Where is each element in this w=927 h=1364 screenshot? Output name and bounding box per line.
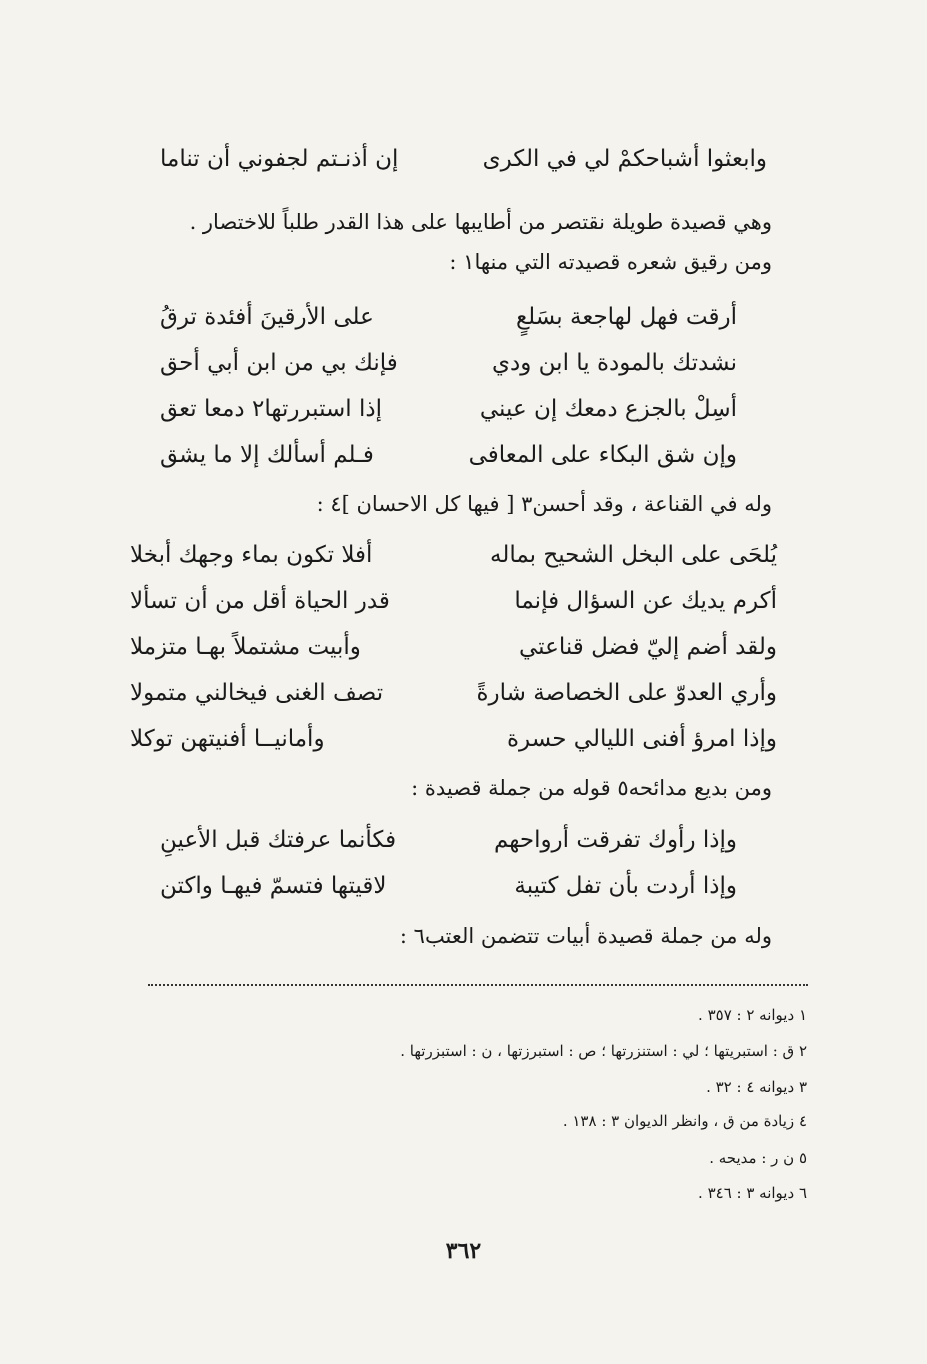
poem-1-line-4-first: وإن شق البكاء على المعافى bbox=[468, 442, 737, 468]
poem-1-line-4-second: فـلم أسألك إلا ما يشق bbox=[160, 442, 374, 468]
prose-line-3: وله في القناعة ، وقد أحسن٣ [ فيها كل الاحسان ]٤ : bbox=[316, 492, 772, 516]
poem-2-line-3-second: وأبيت مشتملاً بهـا متزملا bbox=[130, 634, 361, 660]
poem-2-line-5-second: وأمانيــا أفنيتهن توكلا bbox=[130, 726, 325, 752]
poem-2-line-1-second: أفلا تكون بماء وجهك أبخلا bbox=[130, 542, 373, 568]
poem-2-line-1-first: يُلحَى على البخل الشحيح بماله bbox=[490, 542, 777, 568]
poem-1-line-1-first: أرقت فهل لهاجعة بسَلعٍ bbox=[515, 304, 737, 330]
footnote-separator bbox=[148, 984, 808, 986]
poem-3-line-1-second: فكأنما عرفتك قبل الأعينِ bbox=[160, 827, 397, 853]
poem-2-line-3-first: ولقد أضم إليّ فضل قناعتي bbox=[519, 634, 777, 660]
footnote-4: ٤ زيادة من ق ، وانظر الديوان ٣ : ١٣٨ . bbox=[562, 1112, 807, 1130]
footnote-5: ٥ ن ر : مديحه . bbox=[709, 1149, 807, 1167]
poem-2-line-4-second: تصف الغنى فيخالني متمولا bbox=[130, 680, 384, 706]
prose-line-2: ومن رقيق شعره قصيدته التي منها١ : bbox=[449, 250, 772, 274]
poem-3-line-2-second: لاقيتها فتسمّ فيهـا واكتن bbox=[160, 873, 387, 899]
verse-1-second-hemistich: إن أذنـتم لجفوني أن تناما bbox=[160, 146, 399, 172]
footnote-1: ١ ديوانه ٢ : ٣٥٧ . bbox=[698, 1006, 807, 1024]
prose-line-1: وهي قصيدة طويلة نقتصر من أطايبها على هذا القدر طلباً للاختصار . bbox=[189, 210, 772, 234]
poem-2-line-4-first: وأري العدوّ على الخصاصة شارةً bbox=[476, 680, 777, 706]
prose-line-4: ومن بديع مدائحه٥ قوله من جملة قصيدة : bbox=[411, 776, 772, 800]
poem-3-line-2-first: وإذا أردت بأن تفل كتيبة bbox=[514, 873, 737, 899]
poem-2-line-2-first: أكرم يديك عن السؤال فإنما bbox=[514, 588, 777, 614]
poem-2-line-2-second: قدر الحياة أقل من أن تسألا bbox=[130, 588, 390, 614]
poem-1-line-3-first: أسِلْ بالجزع دمعك إن عيني bbox=[479, 396, 737, 422]
poem-1-line-1-second: على الأرقينَ أفئدة ترقُ bbox=[160, 304, 374, 330]
page-number: ٣٦٢ bbox=[445, 1238, 482, 1264]
poem-2-line-5-first: وإذا امرؤ أفنى الليالي حسرة bbox=[507, 726, 777, 752]
poem-1-line-2-second: فإنك بي من ابن أبي أحق bbox=[160, 350, 398, 376]
footnote-3: ٣ ديوانه ٤ : ٣٢ . bbox=[706, 1078, 807, 1096]
poem-1-line-3-second: إذا استبررتها٢ دمعا تعق bbox=[160, 396, 383, 422]
footnote-6: ٦ ديوانه ٣ : ٣٤٦ . bbox=[698, 1184, 807, 1202]
prose-line-5: وله من جملة قصيدة أبيات تتضمن العتب٦ : bbox=[399, 924, 772, 948]
verse-1-first-hemistich: وابعثوا أشباحكمْ لي في الكرى bbox=[482, 146, 767, 172]
poem-3-line-1-first: وإذا رأوك تفرقت أرواحهم bbox=[493, 827, 737, 853]
poem-1-line-2-first: نشدتك بالمودة يا ابن ودي bbox=[492, 350, 737, 376]
footnote-2: ٢ ق : استبريتها ؛ لي : استنزرتها ؛ ص : استبرزتها ، ن : استبزرتها . bbox=[400, 1042, 807, 1060]
